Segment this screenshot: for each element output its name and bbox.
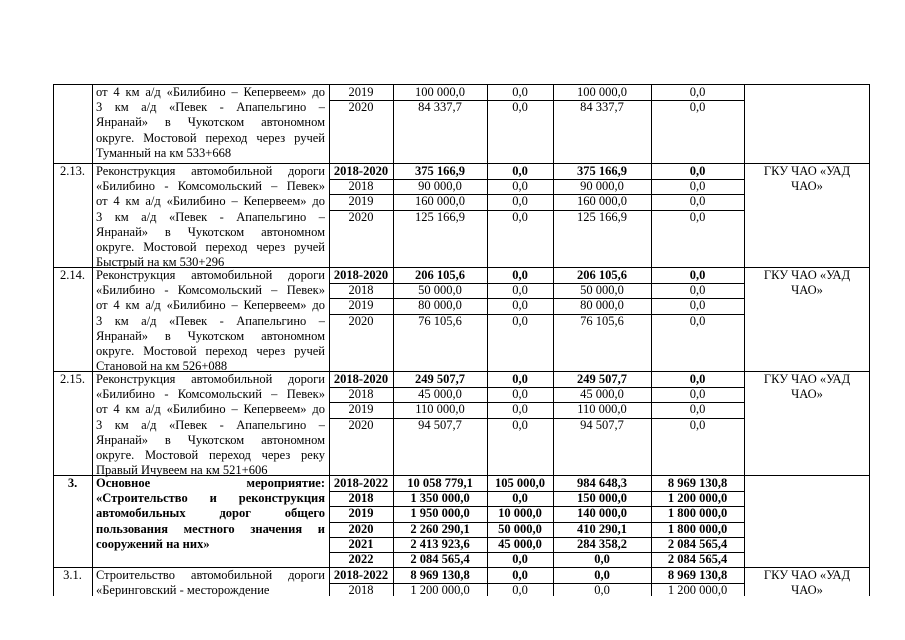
amount-cell-reg: 84 337,7 xyxy=(580,100,624,115)
amount-cell-fed: 0,0 xyxy=(512,402,528,417)
amount-cell-fed: 0,0 xyxy=(512,194,528,209)
amount-cell-total: 249 507,7 xyxy=(415,372,465,386)
description-line: пользования местного значения и xyxy=(96,521,325,536)
amount-cell-total: 2 413 923,6 xyxy=(410,536,470,551)
amount-cell-fed: 0,0 xyxy=(512,491,528,506)
amount-cell-loc: 1 800 000,0 xyxy=(667,506,728,521)
row-number: 3.1. xyxy=(63,568,82,582)
amount-cell-loc: 0,0 xyxy=(689,100,706,115)
description-line: 3 км а/д «Певек - Апапельгино – xyxy=(96,313,325,328)
amount-cell-fed: 0,0 xyxy=(512,179,528,194)
amount-cell-fed: 0,0 xyxy=(512,387,528,402)
amount-cell-reg: 375 166,9 xyxy=(577,164,627,178)
description-line: Становой на км 526+088 xyxy=(96,359,228,374)
table-row xyxy=(53,372,870,476)
amount-cell-loc: 0,0 xyxy=(689,179,706,194)
amount-cell-total: 100 000,0 xyxy=(415,85,465,99)
table-row xyxy=(53,568,870,596)
description-line: округе. Мостовой переход через ручей xyxy=(96,130,325,145)
description-line: Янранай» в Чукотском автономном xyxy=(96,115,325,130)
responsible-executor: ГКУ ЧАО «УАД ЧАО» xyxy=(763,164,851,194)
amount-cell-total: 76 105,6 xyxy=(418,313,462,328)
period-cell: 2018 xyxy=(348,583,374,598)
period-cell: 2022 xyxy=(348,552,374,566)
amount-cell-fed: 0,0 xyxy=(512,100,528,115)
measure-description xyxy=(92,268,329,374)
amount-cell-total: 206 105,6 xyxy=(415,268,465,282)
period-cell: 2018-2022 xyxy=(333,568,389,582)
amount-cell-total: 90 000,0 xyxy=(418,179,462,194)
period-cell: 2018 xyxy=(348,283,374,298)
period-cell: 2018-2022 xyxy=(333,476,389,490)
description-line: сооружений на них» xyxy=(96,536,210,551)
amount-cell-fed: 0,0 xyxy=(512,583,528,598)
period-cell: 2021 xyxy=(348,536,374,551)
amount-cell-reg: 80 000,0 xyxy=(580,298,624,313)
amount-cell-reg: 110 000,0 xyxy=(577,402,627,417)
table-row xyxy=(53,84,870,164)
row-number: 2.15. xyxy=(60,372,85,386)
description-line: округе. Мостовой переход через реку xyxy=(96,447,325,462)
amount-cell-loc: 0,0 xyxy=(689,268,706,282)
amount-cell-fed: 0,0 xyxy=(512,372,528,386)
amount-cell-total: 45 000,0 xyxy=(418,387,462,402)
amount-cell-loc: 0,0 xyxy=(689,372,706,386)
amount-cell-reg: 125 166,9 xyxy=(577,209,627,224)
period-cell: 2020 xyxy=(348,521,374,536)
amount-cell-total: 84 337,7 xyxy=(418,100,462,115)
amount-cell-reg: 140 000,0 xyxy=(577,506,627,521)
row-number: 3. xyxy=(67,476,78,490)
amount-cell-reg: 94 507,7 xyxy=(580,417,624,432)
description-line: от 4 км а/д «Билибино – Кепервеем» до xyxy=(96,194,325,209)
amount-cell-fed: 45 000,0 xyxy=(498,536,542,551)
amount-cell-loc: 0,0 xyxy=(689,164,706,178)
amount-cell-loc: 0,0 xyxy=(689,283,706,298)
amount-cell-fed: 0,0 xyxy=(512,164,528,178)
amount-cell-loc: 2 084 565,4 xyxy=(667,536,728,551)
amount-cell-reg: 160 000,0 xyxy=(577,194,627,209)
amount-cell-total: 2 260 290,1 xyxy=(410,521,470,536)
amount-cell-total: 80 000,0 xyxy=(418,298,462,313)
description-line: Основное мероприятие: xyxy=(96,476,325,490)
amount-cell-reg: 45 000,0 xyxy=(580,387,624,402)
description-line: «Билибино - Комсомольский – Певек» xyxy=(96,387,325,402)
period-cell: 2020 xyxy=(348,313,374,328)
program-table xyxy=(53,84,870,596)
description-line: Янранай» в Чукотском автономном xyxy=(96,432,325,447)
amount-cell-loc: 1 800 000,0 xyxy=(667,521,728,536)
amount-cell-reg: 0,0 xyxy=(594,568,610,582)
description-line: 3 км а/д «Певек - Апапельгино – xyxy=(96,209,325,224)
amount-cell-total: 1 950 000,0 xyxy=(410,506,470,521)
amount-cell-loc: 2 084 565,4 xyxy=(667,552,728,566)
description-line: Реконструкция автомобильной дороги xyxy=(96,268,325,282)
amount-cell-reg: 0,0 xyxy=(594,583,610,598)
description-line: Быстрый на км 530+296 xyxy=(96,255,225,270)
period-cell: 2018 xyxy=(348,387,374,402)
amount-cell-loc: 0,0 xyxy=(689,298,706,313)
amount-cell-reg: 100 000,0 xyxy=(577,85,627,99)
description-line: округе. Мостовой переход через ручей xyxy=(96,239,325,254)
amount-cell-fed: 10 000,0 xyxy=(498,506,542,521)
period-cell: 2020 xyxy=(348,100,374,115)
amount-cell-loc: 0,0 xyxy=(689,194,706,209)
measure-description xyxy=(92,372,329,478)
amount-cell-loc: 1 200 000,0 xyxy=(667,491,728,506)
amount-cell-loc: 0,0 xyxy=(689,313,706,328)
amount-cell-total: 125 166,9 xyxy=(415,209,465,224)
amount-cell-reg: 150 000,0 xyxy=(577,491,627,506)
period-cell: 2018-2020 xyxy=(333,372,389,386)
responsible-executor: ГКУ ЧАО «УАД ЧАО» xyxy=(763,268,851,298)
period-cell: 2020 xyxy=(348,417,374,432)
description-line: «Билибино - Комсомольский – Певек» xyxy=(96,283,325,298)
period-cell: 2019 xyxy=(348,194,374,209)
description-line: «Беринговский - месторождение xyxy=(96,583,270,598)
description-line: Янранай» в Чукотском автономном xyxy=(96,328,325,343)
amount-cell-total: 94 507,7 xyxy=(418,417,462,432)
amount-cell-loc: 0,0 xyxy=(689,402,706,417)
amount-cell-fed: 0,0 xyxy=(512,313,528,328)
measure-description xyxy=(92,85,329,161)
description-line: «Билибино - Комсомольский – Певек» xyxy=(96,179,325,194)
amount-cell-total: 375 166,9 xyxy=(415,164,465,178)
table-row xyxy=(53,164,870,268)
amount-cell-fed: 0,0 xyxy=(512,209,528,224)
description-line: от 4 км а/д «Билибино – Кепервеем» до xyxy=(96,85,325,99)
description-line: Янранай» в Чукотском автономном xyxy=(96,224,325,239)
amount-cell-loc: 0,0 xyxy=(689,85,706,99)
description-line: «Строительство и реконструкция xyxy=(96,491,325,506)
amount-cell-fed: 0,0 xyxy=(512,85,528,99)
amount-cell-reg: 206 105,6 xyxy=(577,268,627,282)
amount-cell-loc: 0,0 xyxy=(689,387,706,402)
period-cell: 2018 xyxy=(348,491,374,506)
amount-cell-loc: 1 200 000,0 xyxy=(667,583,728,598)
amount-cell-loc: 0,0 xyxy=(689,209,706,224)
description-line: Реконструкция автомобильной дороги xyxy=(96,372,325,386)
amount-cell-reg: 50 000,0 xyxy=(580,283,624,298)
period-cell: 2019 xyxy=(348,298,374,313)
period-cell: 2018 xyxy=(348,179,374,194)
amount-cell-total: 110 000,0 xyxy=(415,402,465,417)
period-cell: 2020 xyxy=(348,209,374,224)
description-line: округе. Мостовой переход через ручей xyxy=(96,343,325,358)
amount-cell-fed: 0,0 xyxy=(512,552,528,566)
amount-cell-fed: 105 000,0 xyxy=(495,476,545,490)
amount-cell-total: 1 200 000,0 xyxy=(410,583,470,598)
amount-cell-reg: 249 507,7 xyxy=(577,372,627,386)
amount-cell-fed: 0,0 xyxy=(512,268,528,282)
amount-cell-total: 1 350 000,0 xyxy=(410,491,470,506)
period-cell: 2019 xyxy=(348,506,374,521)
amount-cell-total: 50 000,0 xyxy=(418,283,462,298)
description-line: Правый Ичувеем на км 521+606 xyxy=(96,463,268,478)
measure-description xyxy=(92,476,329,552)
period-cell: 2019 xyxy=(348,402,374,417)
description-line: Туманный на км 533+668 xyxy=(96,145,232,160)
measure-description xyxy=(92,568,329,598)
amount-cell-loc: 8 969 130,8 xyxy=(667,476,728,490)
responsible-executor: ГКУ ЧАО «УАД ЧАО» xyxy=(763,568,851,598)
amount-cell-total: 8 969 130,8 xyxy=(410,568,470,582)
period-cell: 2019 xyxy=(348,85,374,99)
description-line: автомобильных дорог общего xyxy=(96,506,325,521)
amount-cell-total: 160 000,0 xyxy=(415,194,465,209)
period-cell: 2018-2020 xyxy=(333,164,389,178)
amount-cell-fed: 50 000,0 xyxy=(498,521,542,536)
amount-cell-reg: 90 000,0 xyxy=(580,179,624,194)
description-line: 3 км а/д «Певек - Апапельгино – xyxy=(96,417,325,432)
description-line: 3 км а/д «Певек - Апапельгино – xyxy=(96,100,325,115)
amount-cell-total: 10 058 779,1 xyxy=(407,476,473,490)
measure-description xyxy=(92,164,329,270)
amount-cell-loc: 0,0 xyxy=(689,417,706,432)
amount-cell-reg: 410 290,1 xyxy=(577,521,627,536)
amount-cell-fed: 0,0 xyxy=(512,283,528,298)
row-number: 2.13. xyxy=(60,164,85,178)
amount-cell-fed: 0,0 xyxy=(512,417,528,432)
period-cell: 2018-2020 xyxy=(333,268,389,282)
description-line: Строительство автомобильной дороги xyxy=(96,568,325,582)
amount-cell-fed: 0,0 xyxy=(512,298,528,313)
amount-cell-reg: 984 648,3 xyxy=(577,476,627,490)
amount-cell-fed: 0,0 xyxy=(512,568,528,582)
description-line: от 4 км а/д «Билибино – Кепервеем» до xyxy=(96,298,325,313)
amount-cell-reg: 284 358,2 xyxy=(577,536,627,551)
responsible-executor: ГКУ ЧАО «УАД ЧАО» xyxy=(763,372,851,402)
row-number: 2.14. xyxy=(60,268,85,282)
table-row xyxy=(53,476,870,568)
description-line: Реконструкция автомобильной дороги xyxy=(96,164,325,178)
amount-cell-reg: 0,0 xyxy=(594,552,610,566)
amount-cell-reg: 76 105,6 xyxy=(580,313,624,328)
table-row xyxy=(53,268,870,372)
description-line: от 4 км а/д «Билибино – Кепервеем» до xyxy=(96,402,325,417)
amount-cell-total: 2 084 565,4 xyxy=(410,552,470,566)
amount-cell-loc: 8 969 130,8 xyxy=(667,568,728,582)
